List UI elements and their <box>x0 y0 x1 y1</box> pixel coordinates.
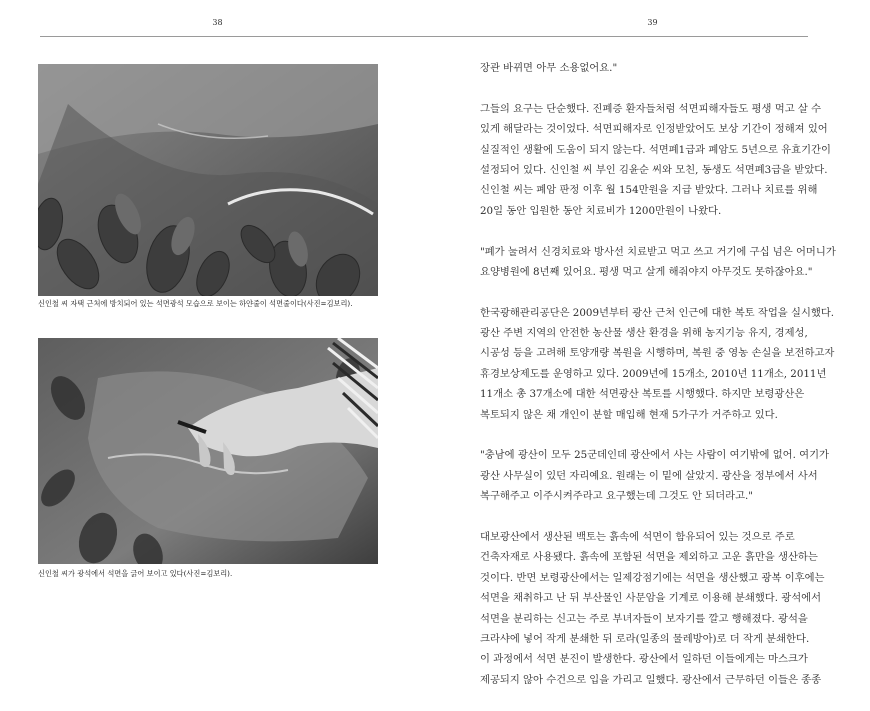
paragraph <box>480 445 829 506</box>
header-rule-right <box>435 36 808 37</box>
text-line: 이 과정에서 석면 분진이 발생한다. 광산에서 일하던 이들에게는 마스크가 <box>480 653 808 666</box>
text-line: "폐가 눌려서 신경치료와 방사선 치료받고 먹고 쓰고 거기에 구십 넘은 어머니가 <box>480 245 836 258</box>
photo-scraping-asbestos <box>38 338 378 564</box>
paragraph <box>480 99 831 221</box>
left-page <box>0 0 435 638</box>
photo2-caption: 신인철 씨가 광석에서 석면을 긁어 보이고 있다(사진=김보리). <box>38 569 233 578</box>
text-line: 요양병원에 8년째 있어요. 평생 먹고 살게 해줘야지 아무것도 못하잖아요." <box>480 265 813 278</box>
rock-leaves-image <box>38 64 378 296</box>
text-line: 대보광산에서 생산된 백토는 흙속에 석면이 함유되어 있는 것으로 주로 <box>480 530 795 543</box>
page-number-right: 39 <box>647 18 658 27</box>
text-line: 석면을 분리하는 신고는 주로 부녀자들이 보자기를 깔고 행해졌다. 광석을 <box>480 612 808 625</box>
paragraph <box>480 58 810 78</box>
paragraph <box>480 303 835 425</box>
hand-rock-image <box>38 338 378 564</box>
text-line: 그들의 요구는 단순했다. 진폐증 환자들처럼 석면피해자들도 평생 먹고 살 수 <box>480 102 822 115</box>
text-line: 설정되어 있다. 신인철 씨 부인 김윤순 씨와 모친, 동생도 석면폐3급을 받았다. <box>480 163 828 176</box>
text-line: 건축자재로 사용됐다. 흙속에 포함된 석면을 제외하고 고운 흙만을 생산하는 <box>480 551 818 564</box>
right-page <box>435 0 870 686</box>
photo1-caption: 신인철 씨 자택 근처에 방치되어 있는 석면광석 모습으로 보이는 하얀줄이 석면줄이다(사진=김보리). <box>38 299 353 308</box>
paragraph <box>480 527 825 690</box>
header-rule-left <box>40 36 435 37</box>
text-line: 복토되지 않은 채 개인이 분할 매입해 현재 5가구가 거주하고 있다. <box>480 408 778 421</box>
text-line: 석면을 채취하고 난 뒤 부산물인 사문암을 기계로 이용해 분쇄했다. 광석에서 <box>480 592 822 605</box>
text-line: 11개소 총 37개소에 대한 석면광산 복토를 시행했다. 하지만 보령광산은 <box>480 388 805 401</box>
paragraph <box>480 242 836 283</box>
text-line: 휴경보상제도를 운영하고 있다. 2009년에 15개소, 2010년 11개소, 2011년 <box>480 367 827 380</box>
text-line: "충남에 광산이 모두 25군데인데 광산에서 사는 사람이 여기밖에 없어. 여기가 <box>480 449 829 462</box>
text-line: 20일 동안 입원한 동안 치료비가 1200만원이 나왔다. <box>480 204 722 217</box>
text-line: 크라샤에 넣어 작게 분쇄한 뒤 로라(일종의 물레방아)로 더 작게 분쇄한다. <box>480 632 810 645</box>
text-line: 복구해주고 이주시켜주라고 요구했는데 그것도 안 되더라고." <box>480 490 754 503</box>
text-line: 있게 해달라는 것이었다. 석면피해자로 인정받았어도 보상 기간이 정해져 있어 <box>480 123 828 136</box>
body-text <box>480 58 836 711</box>
text-line: 광산 사무실이 있던 자리예요. 원래는 이 밑에 살았지. 광산을 정부에서 사서 <box>480 469 818 482</box>
text-line: 것이다. 반면 보령광산에서는 일제강점기에는 석면을 생산했고 광복 이후에는 <box>480 571 825 584</box>
text-line: 한국광해관리공단은 2009년부터 광산 근처 인근에 대한 복토 작업을 실시했다. <box>480 306 835 319</box>
text-line: 제공되지 않아 수건으로 입을 가리고 일했다. 광산에서 근무하던 이들은 종종 <box>480 673 822 686</box>
text-line: 신인철 씨는 폐암 판정 이후 월 154만원을 지급 받았다. 그러나 치료를 위해 <box>480 184 818 197</box>
text-line: 광산 주변 지역의 안전한 농산물 생산 환경을 위해 농지기능 유지, 경제성, <box>480 327 808 340</box>
text-line: 시공성 등을 고려해 토양개량 복원을 시행하며, 복원 중 영농 손실을 보전하고자 <box>480 347 835 360</box>
text-line: 실질적인 생활에 도움이 되지 않는다. 석면폐1급과 폐암도 5년으로 유효기간이 <box>480 143 831 156</box>
page-number-left: 38 <box>212 18 223 27</box>
photo-asbestos-rock <box>38 64 378 296</box>
text-line: 장관 바뀌면 아무 소용없어요." <box>480 62 618 74</box>
